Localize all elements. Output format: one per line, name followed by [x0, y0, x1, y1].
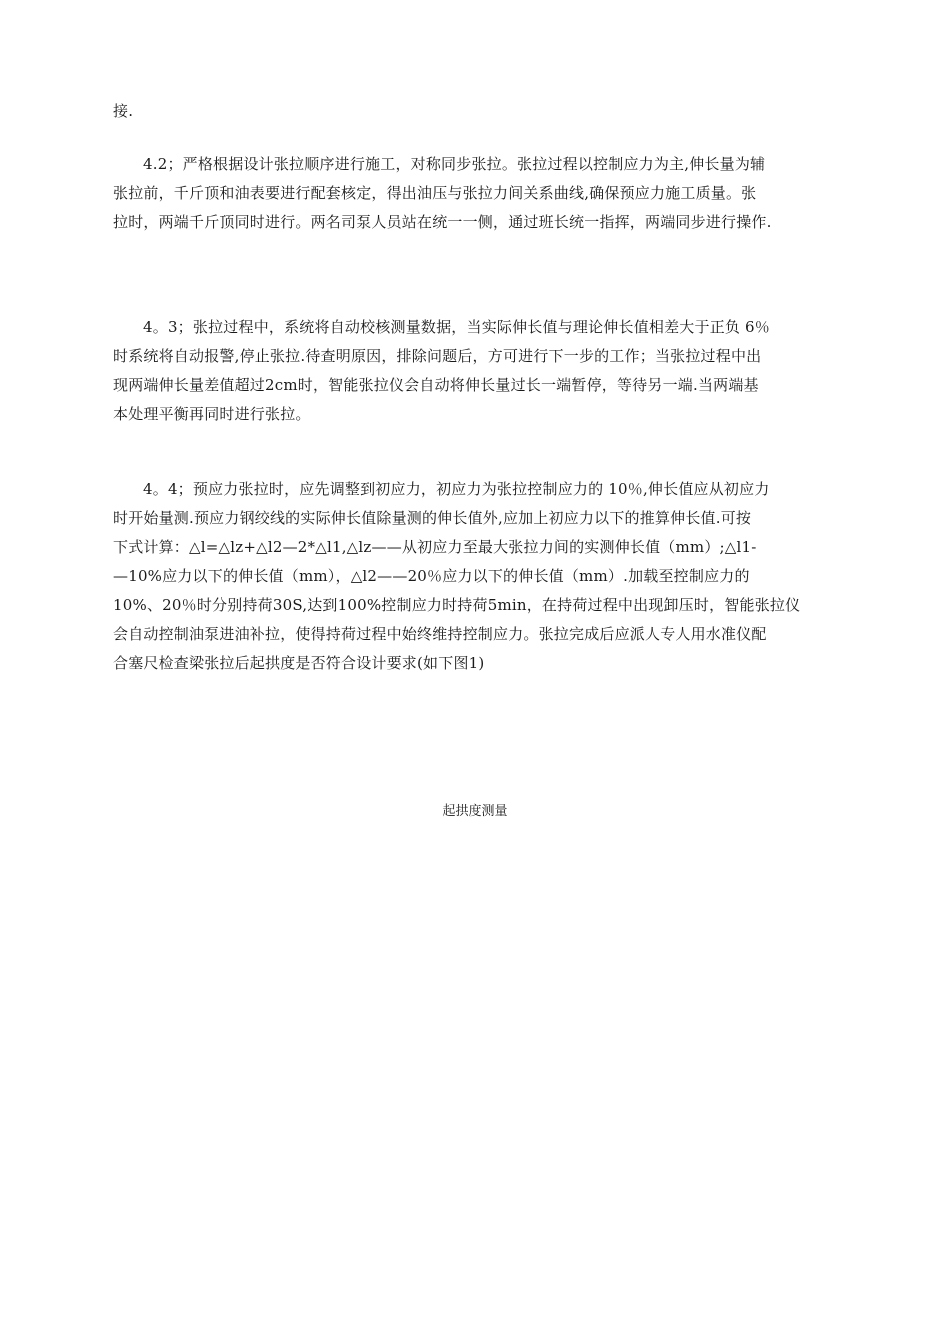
paragraph-4-4 [113, 475, 849, 678]
text-line: 现两端伸长量差值超过2cm时，智能张拉仪会自动将伸长量过长一端暂停，等待另一端.当两端基 [113, 376, 759, 394]
text-line: 接. [113, 102, 134, 120]
paragraph-4-2 [113, 150, 849, 237]
text-line: —10%应力以下的伸长值（mm），△l2——20％应力以下的伸长值（mm）.加载至控制应力的 [113, 567, 750, 585]
text-line: 时系统将自动报警,停止张拉.待查明原因，排除问题后，方可进行下一步的工作；当张拉过程中出 [113, 347, 762, 365]
text-line: 4。4；预应力张拉时，应先调整到初应力，初应力为张拉控制应力的 10％,伸长值应从初应力 [143, 480, 770, 498]
paragraph-4-3 [113, 313, 849, 429]
text-line: 4.2；严格根据设计张拉顺序进行施工，对称同步张拉。张拉过程以控制应力为主,伸长量为辅 [143, 155, 766, 173]
text-line: 下式计算：△l=△lz+△l2—2*△l1,△lz——从初应力至最大张拉力间的实测伸长值（mm）;△l1- [113, 538, 757, 556]
paragraph-continuation [113, 97, 849, 126]
text-line: 本处理平衡再同时进行张拉。 [113, 405, 311, 423]
text-line: 张拉前，千斤顶和油表要进行配套核定，得出油压与张拉力间关系曲线,确保预应力施工质量。张 [113, 184, 757, 202]
text-line: 10%、20％时分别持荷30S,达到100%控制应力时持荷5min，在持荷过程中出现卸压时，智能张拉仪 [113, 596, 801, 614]
text-line: 时开始量测.预应力钢绞线的实际伸长值除量测的伸长值外,应加上初应力以下的推算伸长值.可按 [113, 509, 752, 527]
text-line: 4。3；张拉过程中，系统将自动校核测量数据，当实际伸长值与理论伸长值相差大于正负 6％ [143, 318, 771, 336]
text-line: 拉时，两端千斤顶同时进行。两名司泵人员站在统一一侧，通过班长统一指挥，两端同步进行操作. [113, 213, 772, 231]
text-line: 会自动控制油泵进油补拉，使得持荷过程中始终维持控制应力。张拉完成后应派人专人用水准仪配 [113, 625, 767, 643]
figure-caption: 起拱度测量 [442, 804, 508, 819]
text-line: 合塞尺检查梁张拉后起拱度是否符合设计要求(如下图1) [113, 654, 485, 672]
